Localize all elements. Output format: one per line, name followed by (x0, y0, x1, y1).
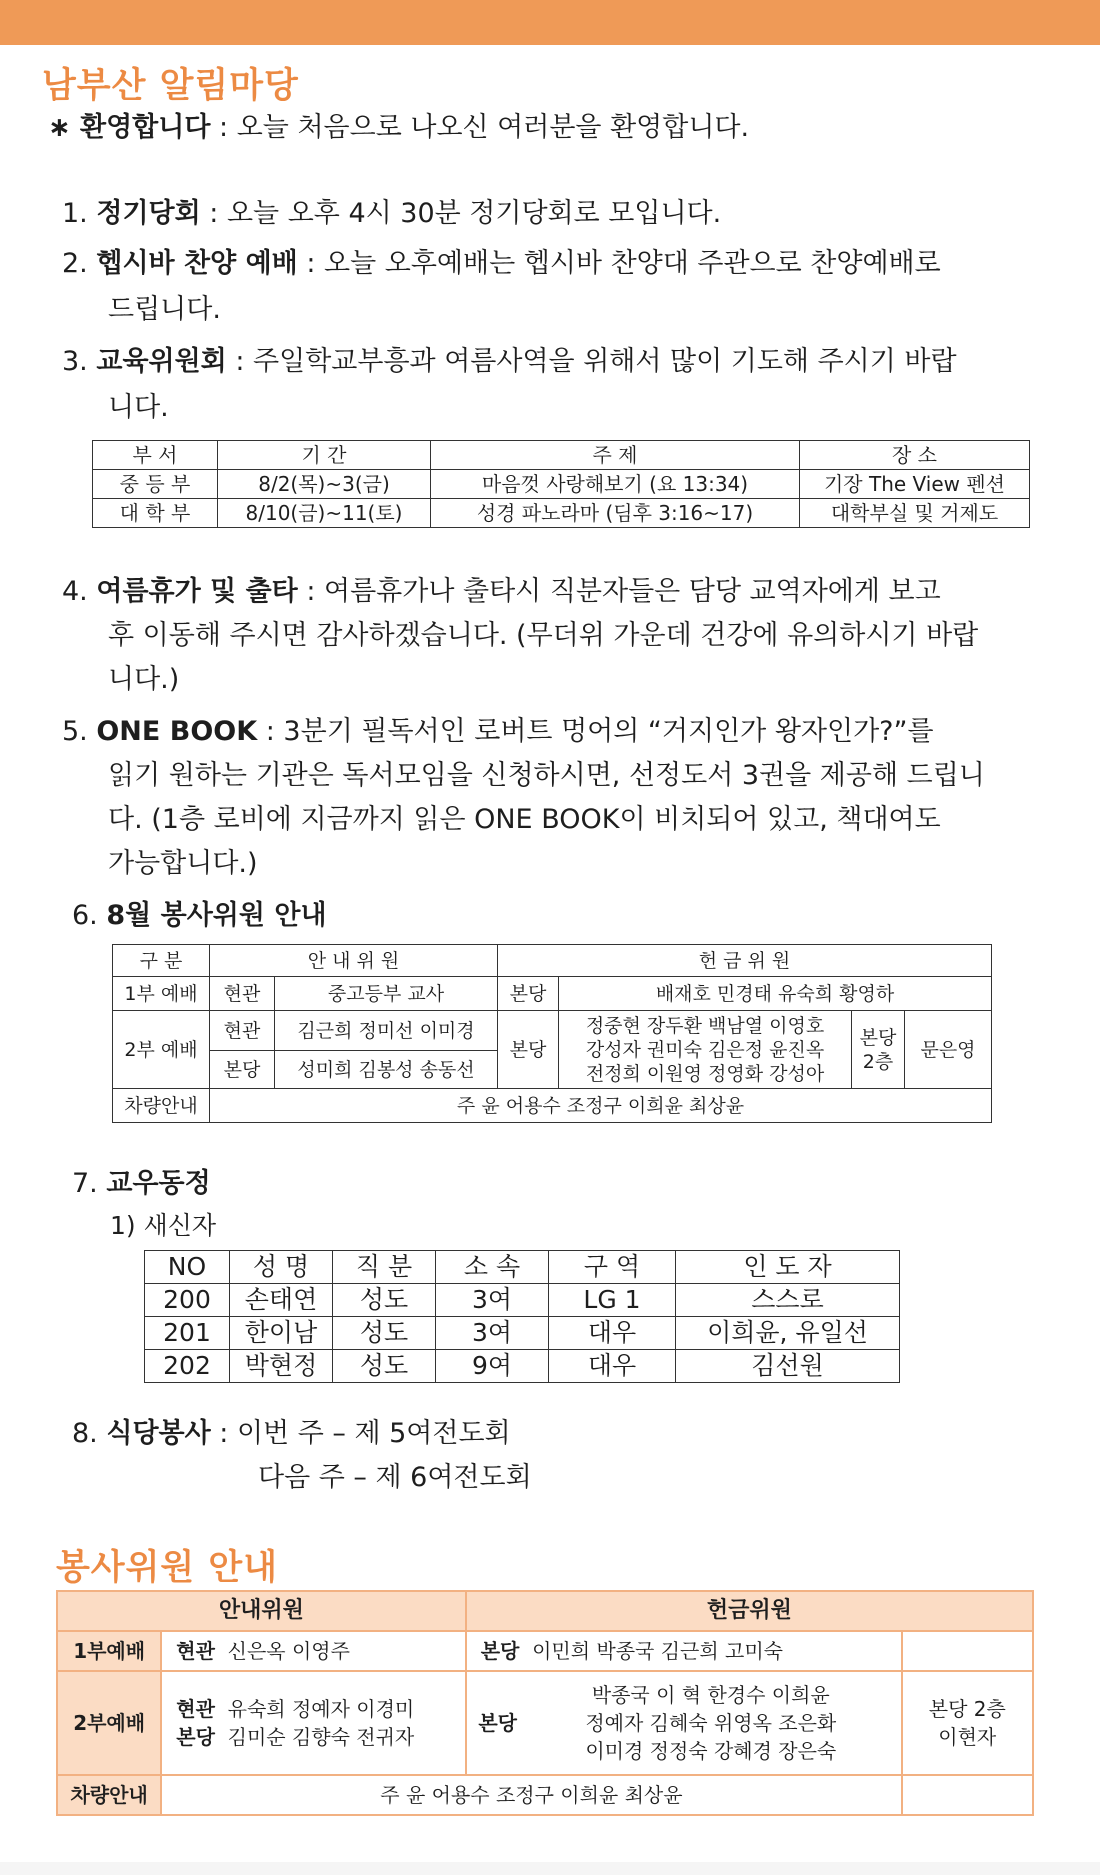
top-accent-bar (0, 0, 1100, 45)
item2 (62, 246, 941, 282)
item5-text: : 3분기 필독서인 로버트 멍어의 “거지인가 왕자인가?”를 (257, 716, 934, 747)
item8-line2: 다음 주 – 제 6여전도회 (258, 1462, 532, 1493)
welcome-text: : 오늘 처음으로 나오신 여러분을 환영합니다. (210, 112, 750, 143)
table-cell: 201 (145, 1317, 230, 1350)
guide-line (176, 1723, 464, 1751)
item6-label: 8월 봉사위원 안내 (106, 900, 327, 931)
item4-label: 여름휴가 및 출타 (96, 576, 298, 607)
table-header: 구 역 (549, 1251, 676, 1284)
table-header: NO (145, 1251, 230, 1284)
offering-names-line: 박종국 이 혁 한경수 이희윤 (591, 1683, 830, 1707)
table-cell: 김근희 정미선 이미경 (275, 1011, 498, 1051)
table-cell: 9여 (436, 1350, 549, 1383)
table-cell: 대우 (549, 1317, 676, 1350)
table-row (57, 1631, 1033, 1671)
table-cell: 본당 (210, 1051, 275, 1089)
table-row (113, 977, 992, 1011)
item6 (72, 898, 327, 934)
item2-text: : 오늘 오후예배는 헵시바 찬양대 주관으로 찬양예배로 (297, 248, 941, 279)
place-label: 본당 (480, 1639, 520, 1663)
place-label: 현관 (176, 1639, 215, 1663)
item5 (62, 714, 934, 750)
table-row (145, 1350, 900, 1383)
table-cell (902, 1631, 1033, 1671)
table-cell: 1부예배 (57, 1631, 161, 1671)
item7-label: 교우동정 (106, 1168, 211, 1199)
table-cell: 3여 (436, 1317, 549, 1350)
table-cell: 현관 (210, 977, 275, 1011)
table-cell: 스스로 (676, 1284, 900, 1317)
offering-names-cell (521, 1671, 902, 1775)
table-header-row (145, 1251, 900, 1284)
bottom-margin (0, 1862, 1100, 1875)
item5-label: ONE BOOK (96, 716, 258, 747)
table-header: 주 제 (431, 441, 800, 470)
item1-num: 1. (62, 198, 88, 229)
table-cell: 성도 (333, 1317, 436, 1350)
table-row (145, 1284, 900, 1317)
table-row (113, 1011, 992, 1051)
table-row (57, 1775, 1033, 1815)
names: 신은옥 이영주 (227, 1639, 350, 1663)
item1-text: : 오늘 오후 4시 30분 정기당회로 모입니다. (200, 198, 722, 229)
item7-num: 7. (72, 1168, 98, 1199)
table-cell: 손태연 (230, 1284, 333, 1317)
item5-num: 5. (62, 716, 88, 747)
table-cell: 본당 (498, 1011, 559, 1089)
table-cell: 본당 (498, 977, 559, 1011)
table-header: 헌금위원 (466, 1591, 1033, 1631)
table-cell: 중 등 부 (93, 470, 218, 499)
table-row (93, 470, 1030, 499)
table-cell: 차량안내 (113, 1089, 210, 1123)
item3 (62, 344, 957, 380)
item4-text: : 여름휴가나 출타시 직분자들은 담당 교역자에게 보고 (297, 576, 941, 607)
floor2-cell (902, 1671, 1033, 1775)
table-cell: 차량안내 (57, 1775, 161, 1815)
names: 이민희 박종국 김근희 고미숙 (532, 1639, 784, 1663)
item3-text: : 주일학교부흥과 여름사역을 위해서 많이 기도해 주시기 바랍 (226, 346, 957, 377)
guide-cell (161, 1671, 465, 1775)
table-cell: 김선원 (676, 1350, 900, 1383)
table-row (93, 499, 1030, 528)
item4-cont2: 니다.) (108, 664, 180, 695)
item2-label: 헵시바 찬양 예배 (96, 248, 298, 279)
table-header: 장 소 (800, 441, 1030, 470)
table-cell: 성도 (333, 1284, 436, 1317)
table-cell: 본당 (466, 1671, 521, 1775)
table-cell: 202 (145, 1350, 230, 1383)
table-cell: 현관 (210, 1011, 275, 1051)
offering-names-line: 정예자 김혜숙 위영옥 조은화 (585, 1711, 837, 1735)
item5-cont1: 읽기 원하는 기관은 독서모임을 신청하시면, 선정도서 3권을 제공해 드립니 (108, 760, 985, 791)
education-table (92, 440, 1030, 528)
item4-num: 4. (62, 576, 88, 607)
table-header-row (57, 1591, 1033, 1631)
service-volunteer-table (56, 1590, 1034, 1816)
table-row (145, 1317, 900, 1350)
guide-line (176, 1695, 464, 1723)
table-row (57, 1671, 1033, 1775)
table-header: 직 분 (333, 1251, 436, 1284)
item3-label: 교육위원회 (96, 346, 227, 377)
table-cell: 8/2(목)~3(금) (218, 470, 431, 499)
table-cell: 3여 (436, 1284, 549, 1317)
item4 (62, 574, 941, 610)
table-cell (466, 1631, 902, 1671)
welcome-label: ∗ 환영합니다 (48, 112, 211, 143)
item1 (62, 196, 721, 232)
item2-cont: 드립니다. (108, 294, 221, 325)
item3-num: 3. (62, 346, 88, 377)
place-label: 본당 (176, 1725, 215, 1749)
table-header: 안 내 위 원 (210, 945, 498, 977)
floor2-place: 본당 2층 (928, 1697, 1006, 1721)
table-cell (902, 1775, 1033, 1815)
table-cell: 배재호 민경태 유숙희 황영하 (559, 977, 992, 1011)
table-header: 소 속 (436, 1251, 549, 1284)
place-label: 현관 (176, 1697, 215, 1721)
table-cell: 200 (145, 1284, 230, 1317)
item5-cont3: 가능합니다.) (108, 848, 258, 879)
table-cell: 대학부실 및 거제도 (800, 499, 1030, 528)
offering-names-line: 전정희 이원영 정영화 강성아 (585, 1062, 825, 1085)
table-cell: 기장 The View 펜션 (800, 470, 1030, 499)
offering-names-cell (559, 1011, 852, 1089)
item8-num: 8. (72, 1418, 98, 1449)
newcomers-table (144, 1250, 900, 1383)
service-title: 봉사위원 안내 (56, 1548, 279, 1588)
table-header: 성 명 (230, 1251, 333, 1284)
names: 김미순 김향숙 전귀자 (227, 1725, 415, 1749)
notice-title: 남부산 알림마당 (42, 66, 299, 106)
table-header-row (113, 945, 992, 977)
table-cell: 이희윤, 유일선 (676, 1317, 900, 1350)
table-header: 안내위원 (57, 1591, 466, 1631)
august-volunteer-table (112, 944, 992, 1123)
item5-cont2: 다. (1층 로비에 지금까지 읽은 ONE BOOK이 비치되어 있고, 책대여도 (108, 804, 941, 835)
item7-sub: 1) 새신자 (110, 1211, 217, 1240)
table-cell: 2부예배 (57, 1671, 161, 1775)
table-header: 인 도 자 (676, 1251, 900, 1284)
table-cell: 중고등부 교사 (275, 977, 498, 1011)
table-cell: 주 윤 어용수 조정구 이희윤 최상윤 (210, 1089, 992, 1123)
item8-line1: : 이번 주 – 제 5여전도회 (210, 1418, 511, 1449)
table-cell: 박현정 (230, 1350, 333, 1383)
table-cell: 문은영 (905, 1011, 992, 1089)
item6-num: 6. (72, 900, 98, 931)
floor2-place-line: 본당 (859, 1026, 897, 1049)
table-header-row (93, 441, 1030, 470)
table-header: 헌 금 위 원 (498, 945, 992, 977)
welcome-line (48, 110, 749, 146)
table-cell: 성도 (333, 1350, 436, 1383)
names: 유숙희 정예자 이경미 (227, 1697, 415, 1721)
table-cell (161, 1631, 465, 1671)
table-cell: 1부 예배 (113, 977, 210, 1011)
table-header: 부 서 (93, 441, 218, 470)
table-cell: 대 학 부 (93, 499, 218, 528)
table-cell: 한이남 (230, 1317, 333, 1350)
item8 (72, 1416, 511, 1452)
offering-names-line: 강성자 권미숙 김은정 윤진옥 (585, 1038, 825, 1061)
item1-label: 정기당회 (96, 198, 201, 229)
floor2-place-cell (852, 1011, 905, 1089)
table-cell: 2부 예배 (113, 1011, 210, 1089)
item4-cont1: 후 이동해 주시면 감사하겠습니다. (무더위 가운데 건강에 유의하시기 바랍 (108, 620, 979, 651)
floor2-place-line: 2층 (862, 1050, 894, 1073)
table-cell: LG 1 (549, 1284, 676, 1317)
item2-num: 2. (62, 248, 88, 279)
table-header: 기 간 (218, 441, 431, 470)
item7 (72, 1166, 211, 1202)
table-header: 구 분 (113, 945, 210, 977)
item8-label: 식당봉사 (106, 1418, 211, 1449)
table-cell: 8/10(금)~11(토) (218, 499, 431, 528)
table-cell: 대우 (549, 1350, 676, 1383)
table-cell: 마음껏 사랑해보기 (요 13:34) (431, 470, 800, 499)
table-cell: 성경 파노라마 (딤후 3:16~17) (431, 499, 800, 528)
table-cell: 성미희 김봉성 송동선 (275, 1051, 498, 1089)
item3-cont: 니다. (108, 392, 169, 423)
offering-names-line: 정중현 장두환 백남열 이영호 (585, 1014, 825, 1037)
table-row (113, 1089, 992, 1123)
offering-names-line: 이미경 정정숙 강혜경 장은숙 (585, 1739, 837, 1763)
floor2-name: 이현자 (938, 1725, 997, 1749)
table-cell: 주 윤 어용수 조정구 이희윤 최상윤 (161, 1775, 901, 1815)
